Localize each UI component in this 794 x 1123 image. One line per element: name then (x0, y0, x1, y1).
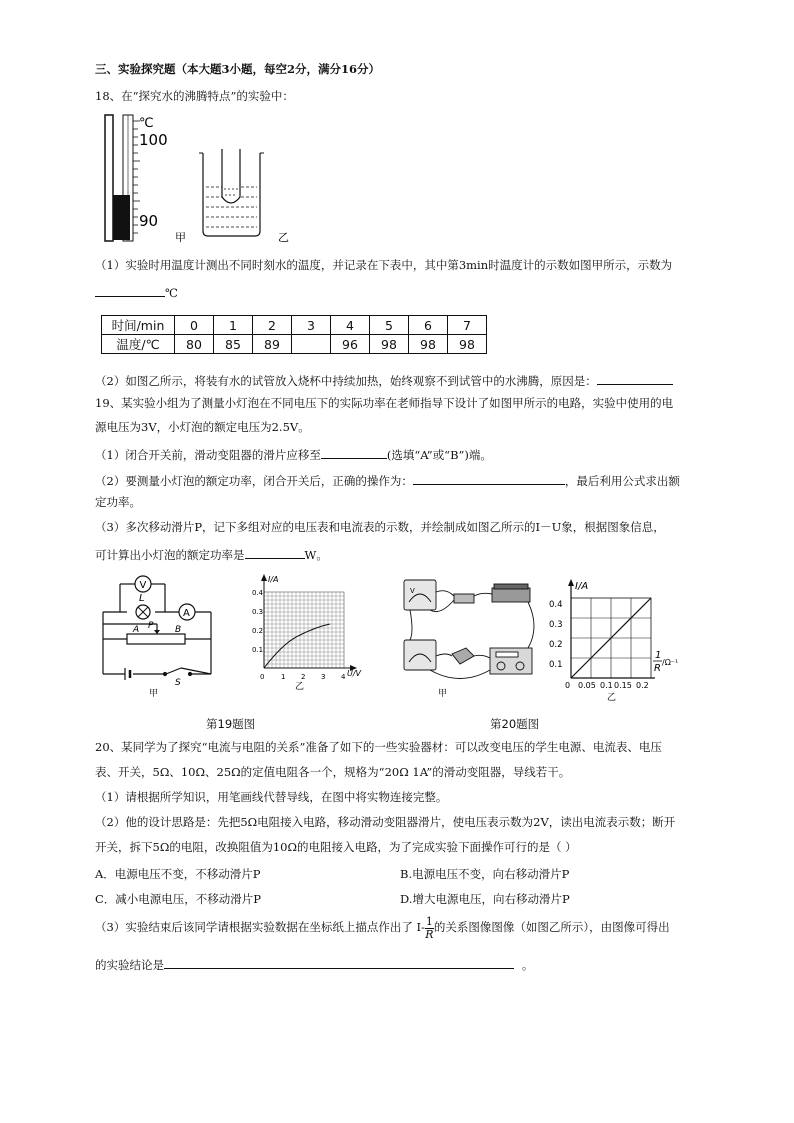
q19-p3-text: 可计算出小灯泡的额定功率是 (95, 548, 245, 562)
q20-graph-ytick: 0.2 (549, 640, 563, 650)
table-cell: 85 (214, 335, 253, 354)
q19-graph-xtick: 2 (301, 673, 306, 681)
q20-graph-xtick: 0 (565, 681, 571, 690)
q18-figure (95, 113, 295, 248)
table-cell: 4 (331, 316, 370, 335)
q19-graph-xlabel: U/V (347, 669, 362, 678)
q20-p3-line2 (95, 956, 534, 973)
q20-p2-line2: 开关，拆下5Ω的电阻，改换阻值为10Ω的电阻接入电路，为了完成实验下面操作可行的是（ ） (95, 840, 577, 854)
q20-graph-ytick: 0.3 (549, 620, 563, 630)
q19-p2-tail: ，最后利用公式求出额 (564, 474, 680, 488)
q20-option-c[interactable]: C．减小电源电压，不移动滑片P (95, 892, 262, 906)
q20-p3-line2-text: 的实验结论是 (95, 958, 164, 972)
q18-data-table (101, 315, 487, 354)
q20-p3-text: （3）实验结束后该同学请根据实验数据在坐标纸上描点作出了 I- (95, 920, 425, 935)
table-cell: 80 (175, 335, 214, 354)
circuit-ammeter-label: A (183, 608, 190, 619)
q18-fig-label-jia: 甲 (175, 231, 186, 244)
table-cell: 89 (253, 335, 292, 354)
q20-graph-xlabel-den: R (654, 663, 661, 674)
q19-graph-xtick: 4 (341, 673, 346, 681)
q20-graph-xlabel-unit: /Ω⁻¹ (662, 658, 679, 667)
q19-graph-xtick: 3 (321, 673, 326, 681)
q20-p3-line2-tail: 。 (522, 958, 534, 972)
q19-stem-line1: 19、某实验小组为了测量小灯泡在不同电压下的实际功率在老师指导下设计了如图甲所示的电路，实验中使用的电 (95, 396, 674, 410)
q18-blank-temp[interactable] (95, 284, 165, 297)
q18-fig-label-yi: 乙 (278, 231, 289, 244)
q20-p3-tail: 的关系图像图像（如图乙所示），由图像可得出 (433, 920, 670, 935)
q19-graph-ytick: 0.3 (252, 608, 264, 616)
section-heading (95, 63, 380, 77)
q18-p1-unit: ℃ (165, 286, 178, 300)
q19-p1-tail: (选填“A”或“B”)端。 (386, 448, 492, 462)
q20-graph-ytick: 0.1 (549, 660, 563, 670)
q20-apparatus-figure (400, 572, 540, 702)
fraction-numerator: 1 (425, 915, 433, 928)
therm-label-100: 100 (139, 131, 168, 149)
q19-p2-text: （2）要测量小灯泡的额定功率，闭合开关后，正确的操作为： (95, 474, 413, 488)
therm-label-90: 90 (139, 212, 159, 230)
q20-graph-ytick: 0.4 (549, 600, 563, 610)
table-row-temp (102, 335, 487, 354)
q20-p1: （1）请根据所学知识，用笔画线代替导线，在图中将实物连接完整。 (95, 790, 448, 804)
q20-graph (545, 578, 695, 704)
q20-blank-conclusion[interactable] (164, 956, 514, 969)
q19-p3-tail: W。 (304, 548, 328, 562)
table-cell: 5 (370, 316, 409, 335)
q20-option-d[interactable]: D.增大电源电压，向右移动滑片P (400, 892, 570, 906)
q20-stem-line2: 表、开关，5Ω、10Ω、25Ω的定值电阻各一个，规格为“20Ω 1A”的滑动变阻器，导线若干。 (95, 765, 571, 779)
table-row-time (102, 316, 487, 335)
q19-p1 (95, 446, 492, 463)
q19-blank-operation[interactable] (413, 472, 565, 485)
q18-p1-line2 (95, 284, 178, 301)
circuit-lamp-label: L (139, 593, 145, 604)
q18-p2-text: （2）如图乙所示，将装有水的试管放入烧杯中持续加热，始终观察不到试管中的水沸腾，原因是： (95, 374, 597, 388)
q20-p3-fraction (425, 916, 434, 940)
q19-graph-ylabel: I/A (268, 575, 279, 584)
q20-stem-line1: 20、某同学为了探究“电流与电阻的关系”准备了如下的一些实验器材：可以改变电压的学生电源、电流表、电压 (95, 740, 662, 754)
section-heading-bold: 三、实验探究题 (95, 62, 176, 76)
table-cell: 7 (448, 316, 487, 335)
q19-graph-xtick: 0 (260, 673, 265, 681)
table-header-time: 时间/min (102, 316, 175, 335)
table-cell: 98 (370, 335, 409, 354)
section-heading-rest: （本大题3小题，每空2分，满分16分） (175, 62, 381, 76)
q19-circuit-diagram (95, 572, 220, 700)
therm-unit: ℃ (139, 116, 154, 131)
q19-iu-graph (250, 572, 365, 690)
q20-graph-fig-label: 乙 (607, 693, 617, 703)
q20-graph-xtick: 0.15 (614, 681, 632, 690)
q19-p2 (95, 472, 680, 489)
table-cell: 98 (448, 335, 487, 354)
table-cell: 3 (292, 316, 331, 335)
q19-stem-line2: 源电压为3V，小灯泡的额定电压为2.5V。 (95, 420, 310, 434)
table-cell: 96 (331, 335, 370, 354)
circuit-fig-label: 甲 (149, 689, 159, 699)
q20-p2-line1: （2）他的设计思路是：先把5Ω电阻接入电路，移动滑动变阻器滑片，使电压表示数为2V，读出电流表示数；断开 (95, 815, 676, 829)
q20-p3-line1 (95, 916, 670, 940)
q19-p2-line2: 定功率。 (95, 495, 141, 509)
table-cell: 1 (214, 316, 253, 335)
circuit-slider-p: P (148, 621, 154, 631)
q18-blank-reason[interactable] (597, 372, 673, 385)
q19-p1-text: （1）闭合开关前，滑动变阻器的滑片应移至 (95, 448, 321, 462)
circuit-voltmeter-label: V (139, 580, 147, 591)
circuit-switch-s: S (175, 678, 181, 688)
q19-caption: 第19题图 (206, 717, 256, 731)
table-cell-empty (292, 335, 331, 354)
q20-option-a[interactable]: A．电源电压不变，不移动滑片P (95, 867, 261, 881)
q19-p3-line2 (95, 546, 328, 563)
q20-graph-ylabel: I/A (575, 581, 589, 592)
q19-p3-line1: （3）多次移动滑片P，记下多组对应的电压表和电流表的示数，并绘制成如图乙所示的I－U象，根据图象信息， (95, 520, 665, 534)
circuit-end-b: B (175, 625, 182, 635)
q19-graph-ytick: 0.1 (252, 646, 264, 654)
q20-caption: 第20题图 (490, 717, 540, 731)
q20-graph-xlabel-num: 1 (655, 650, 662, 661)
q20-photo-v: V (410, 587, 415, 595)
q20-photo-fig-label: 甲 (438, 689, 448, 699)
q18-p2 (95, 372, 673, 389)
q19-graph-fig-label: 乙 (295, 682, 305, 690)
q19-graph-ytick: 0.4 (252, 589, 264, 597)
q20-option-b[interactable]: B.电源电压不变，向右移动滑片P (400, 867, 570, 881)
table-cell: 2 (253, 316, 292, 335)
q18-stem: 18、在“探究水的沸腾特点”的实验中： (95, 89, 294, 103)
q19-graph-xtick: 1 (281, 673, 286, 681)
q18-p1-line1: （1）实验时用温度计测出不同时刻水的温度，并记录在下表中，其中第3min时温度计的示数如图甲所示，示数为 (95, 258, 673, 272)
q20-graph-xtick: 0.05 (578, 681, 596, 690)
q19-blank-end[interactable] (321, 446, 387, 459)
q20-graph-xtick: 0.2 (636, 681, 649, 690)
q20-graph-xtick: 0.1 (600, 681, 613, 690)
circuit-end-a: A (133, 625, 140, 635)
fraction-denominator: R (425, 927, 434, 941)
table-cell: 6 (409, 316, 448, 335)
table-cell: 0 (175, 316, 214, 335)
table-cell: 98 (409, 335, 448, 354)
q19-graph-ytick: 0.2 (252, 627, 264, 635)
table-header-temp: 温度/℃ (102, 335, 175, 354)
q19-blank-power[interactable] (245, 546, 305, 559)
